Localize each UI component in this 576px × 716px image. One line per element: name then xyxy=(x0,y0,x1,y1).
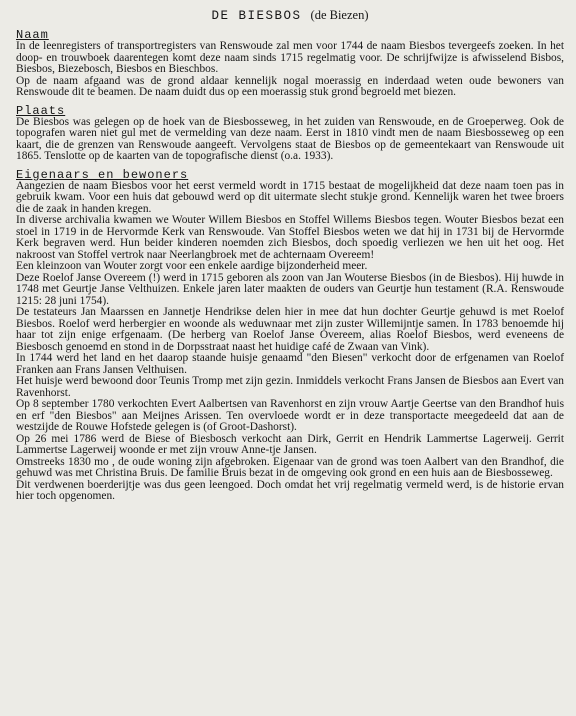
section-heading: Naam xyxy=(16,28,49,42)
section-naam xyxy=(16,30,564,99)
paragraph: In de leenregisters of transportregisters van Renswoude zal men voor 1744 de naam Biesbos tevergeefs zoeken. In het doop- en trouwboek daarentegen komt deze naam sinds 1715 regelmatig voor. De schrijfwijze is afwisselend Bisbos, Biesbos, Biezebosch, Biesbos en Bieschbos. xyxy=(16,40,564,75)
title-subtitle: (de Biezen) xyxy=(310,8,369,22)
paragraph: Een kleinzoon van Wouter zorgt voor een enkele aardige bijzonderheid meer. xyxy=(16,260,368,272)
paragraph: Dit verdwenen boerderijtje was dus geen leengoed. Doch omdat het vrij regelmatig vermeld werd, is de historie ervan hier toch opgenomen. xyxy=(16,478,564,502)
section-heading: Plaats xyxy=(16,103,66,118)
paragraph: In diverse archivalia kwamen we Wouter Willem Biesbos en Stoffel Willems Biesbos tegen. Wouter Biesbos bezat een stoel in 1719 in de Hervormde Kerk van Renswoude. Van Stoffel Biesbos weten we dat hij in 1731 bij de Hervormde Kerk begraven werd. Hun beider kinderen noemden zich Biesbos, doch spoedig verliezen we hen uit het oog. Het nakroost van Stoffel vertrok naar Neerlangbroek met de achternaam Overeem! xyxy=(16,214,564,261)
paragraph: Op 8 september 1780 verkochten Evert Aalbertsen van Ravenhorst en zijn vrouw Aartje Geertse van den Brandhof huis en erf "den Biesbos" aan Meijnes Arissen. Ten overvloede wordt er in deze transportacte meegedeeld dat aan de westzijde de Rouwe Hofstede gelegen is (of Groot-Dashorst). xyxy=(16,398,564,433)
paragraph: Aangezien de naam Biesbos voor het eerst vermeld wordt in 1715 bestaat de mogelijkheid dat deze naam toen pas in gebruik kwam. Voor een huis dat gebouwd werd op dit uitermate slecht stukje grond. Kennelijk waren het twee broers die de zaak in handen kregen. xyxy=(16,179,564,215)
paragraph: Het huisje werd bewoond door Teunis Tromp met zijn gezin. Inmiddels verkocht Frans Jansen de Biesbos aan Evert van Ravenhorst. xyxy=(16,375,564,399)
title-text: DE BIESBOS xyxy=(211,9,302,23)
paragraph: De Biesbos was gelegen op de hoek van de Biesbosseweg, in het zuiden van Renswoude, en de Groeperweg. Ook de topografen waren niet gul met de vermelding van deze naam. Eerst in 1810 vindt men de naam Biesbosseweg op een kaart, die de grenzen van Renswoude aangeeft. Vervolgens staat de Biesbos op de gemeentekaart van Renswoude uit 1865. Tenslotte op de kaarten van de topografische dienst (o.a. 1933). xyxy=(16,115,564,162)
section-heading: Eigenaars en bewoners xyxy=(16,167,189,182)
paragraph: De testateurs Jan Maarssen en Jannetje Hendrikse delen hier in mee dat hun dochter Geurtje gehuwd is met Roelof Biesbos. Roelof werd herbergier en woonde als weduwnaar met zijn zuster Willemijntje samen. In 1783 benoemde hij haar tot zijn enige erfgenaam. (De herberg van Roelof Janse Overeem, alias Roelof Biesbos, werd eveneens de Biesbosch genoemd en stond in de Dorpsstraat naast het huidige café de Zwaan van Vink). xyxy=(16,306,564,353)
section-plaats xyxy=(16,103,564,163)
paragraph: Omstreeks 1830 mo , de oude woning zijn afgebroken. Eigenaar van de grond was toen Aalbert van den Brandhof, die gehuwd was met Christina Bruis. De familie Bruis bezat in de omgeving ook grond en een huis aan de Biesbosseweg. xyxy=(16,455,564,479)
paragraph: In 1744 werd het land en het daarop staande huisje genaamd "den Biesen" verkocht door de erfgenamen van Roelof Franken aan Frans Jansen Velthuisen. xyxy=(16,352,564,376)
paragraph: Op de naam afgaand was de grond aldaar kennelijk nogal moerassig en inderdaad weten oude bewoners van Renswoude dit te beamen. De naam duidt dus op een moerassig stuk grond begroeld met biezen. xyxy=(16,74,564,98)
section-body xyxy=(16,117,564,163)
section-body xyxy=(16,181,564,503)
paragraph: Deze Roelof Janse Overeem (!) werd in 1715 geboren als zoon van Jan Wouterse Biesbos (in de Biesbos). Hij huwde in 1748 met Geurtje Janse Velthuizen. Enkele jaren later maakten de ouders van Geurtje hun testament (R.A. Renswoude 1215: 28 juni 1754). xyxy=(16,271,564,307)
document-title xyxy=(16,8,564,24)
paragraph: Op 26 mei 1786 werd de Biese of Biesbosch verkocht aan Dirk, Gerrit en Hendrik Lammertse Lagerweij. Gerrit Lammertse Lagerweij woonde er met zijn vrouw Anne-tje Jansen. xyxy=(16,432,564,456)
section-eigenaars xyxy=(16,167,564,503)
section-body xyxy=(16,41,564,99)
